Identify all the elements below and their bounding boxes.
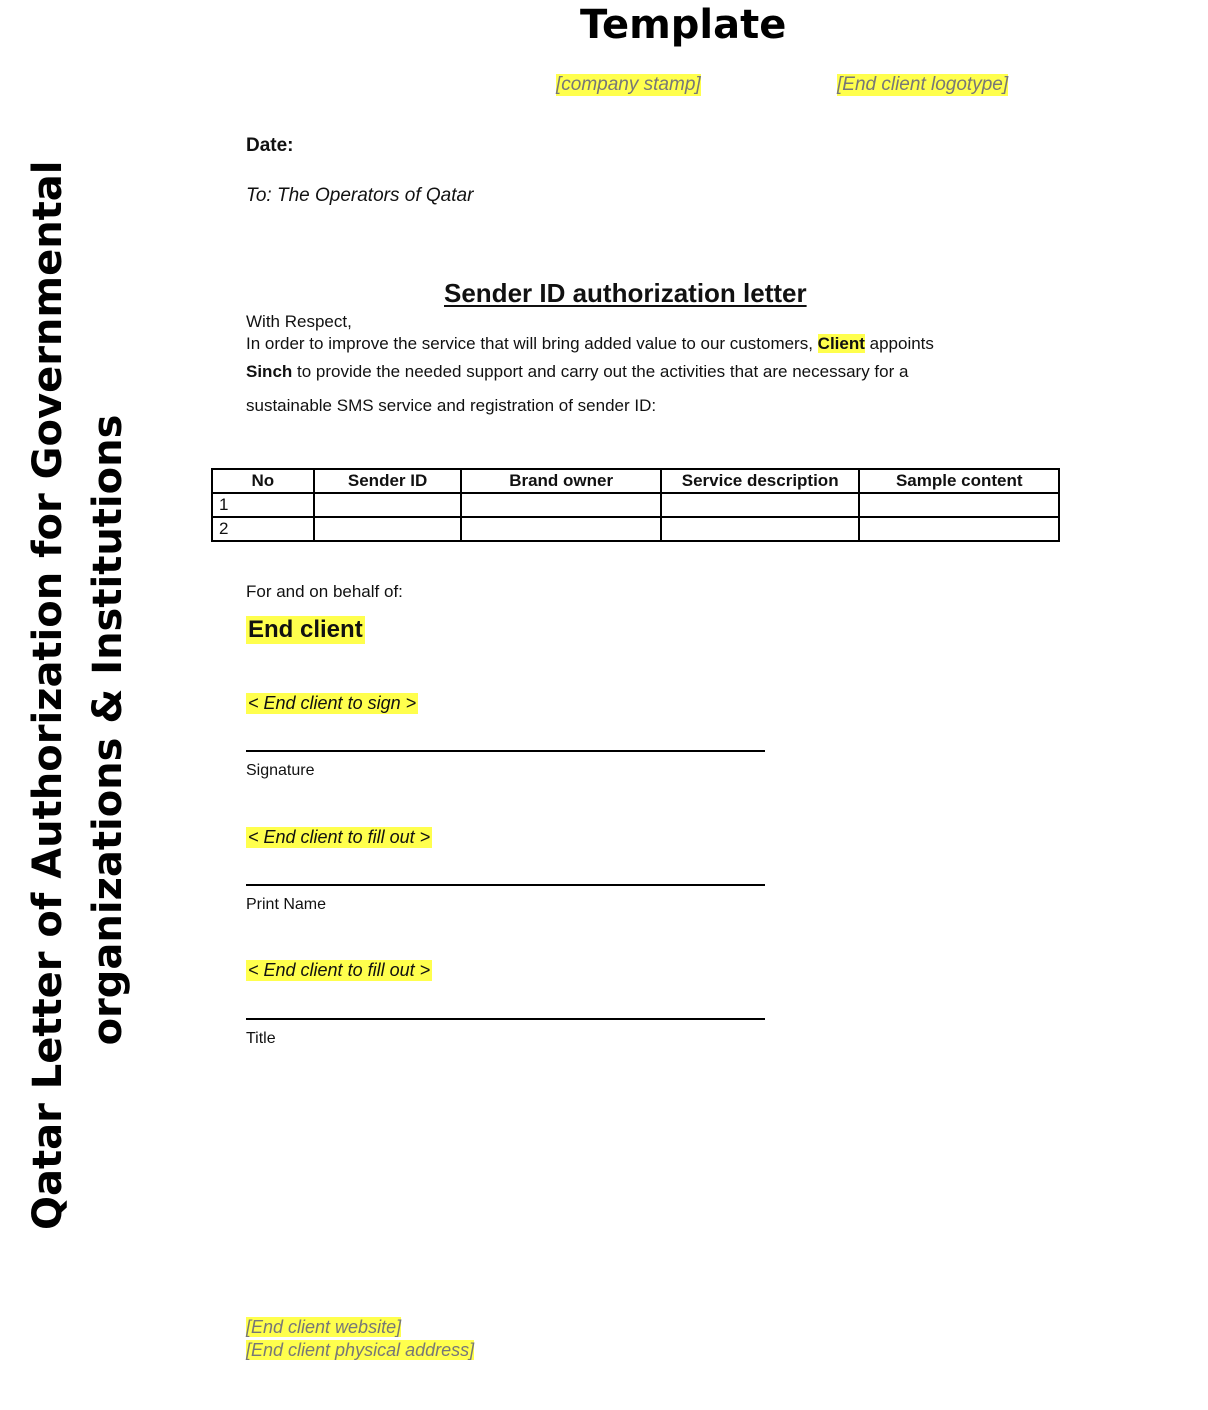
table-cell[interactable] [661,493,860,517]
signature-label: Signature [246,762,315,779]
end-client-logotype-placeholder: [End client logotype] [837,74,1009,95]
sign-placeholder: < End client to sign > [248,693,417,713]
side-title [18,160,138,1230]
recipient-line: To: The Operators of Qatar [246,185,474,206]
sinch-name: Sinch [246,362,293,381]
table-cell[interactable] [461,493,660,517]
side-title-line-2: organizations & Institutions [85,414,131,1046]
print-name-line[interactable] [246,884,765,886]
column-header-sender-id: Sender ID [314,469,462,493]
column-header-brand-owner: Brand owner [461,469,660,493]
title-line[interactable] [246,1018,765,1020]
signature-line[interactable] [246,750,765,752]
body-line-1-end: appoints [864,334,934,353]
body-line-3: sustainable SMS service and registration of sender ID: [246,396,657,415]
side-title-line-1: Qatar Letter of Authorization for Governmental [25,160,71,1230]
sender-id-table [211,468,1060,542]
body-line-2 [246,355,1046,389]
end-client-address-placeholder: [End client physical address] [246,1340,475,1360]
footer [246,1316,474,1362]
title-placeholder: < End client to fill out > [248,960,431,980]
title-label: Title [246,1030,276,1047]
print-name-placeholder: < End client to fill out > [248,827,431,847]
client-highlight: Client [817,334,865,353]
print-name-label: Print Name [246,896,327,913]
table-cell[interactable] [314,493,462,517]
table-cell[interactable]: 2 [212,517,314,541]
on-behalf-label: For and on behalf of: [246,582,403,601]
table-cell[interactable] [661,517,860,541]
table-cell[interactable] [314,517,462,541]
column-header-no: No [212,469,314,493]
date-label: Date: [246,135,294,156]
end-client-name: End client [248,616,363,643]
page-title: Template [580,2,787,48]
letter-body [246,311,1046,423]
company-stamp-placeholder: [company stamp] [556,74,701,95]
end-client-website-placeholder: [End client website] [246,1317,402,1337]
table-cell[interactable]: 1 [212,493,314,517]
body-line-2-text: to provide the needed support and carry out the activities that are necessary for a [292,362,909,381]
column-header-sample-content: Sample content [859,469,1059,493]
letter-title: Sender ID authorization letter [444,278,807,308]
table-header-row [212,469,1059,493]
table-cell[interactable] [461,517,660,541]
greeting: With Respect, [246,312,352,331]
table-cell[interactable] [859,517,1059,541]
column-header-service-description: Service description [661,469,860,493]
table-row [212,517,1059,541]
table-cell[interactable] [859,493,1059,517]
table-row [212,493,1059,517]
body-line-1-start: In order to improve the service that will bring added value to our customers, [246,334,818,353]
body-line-1 [246,333,1046,355]
